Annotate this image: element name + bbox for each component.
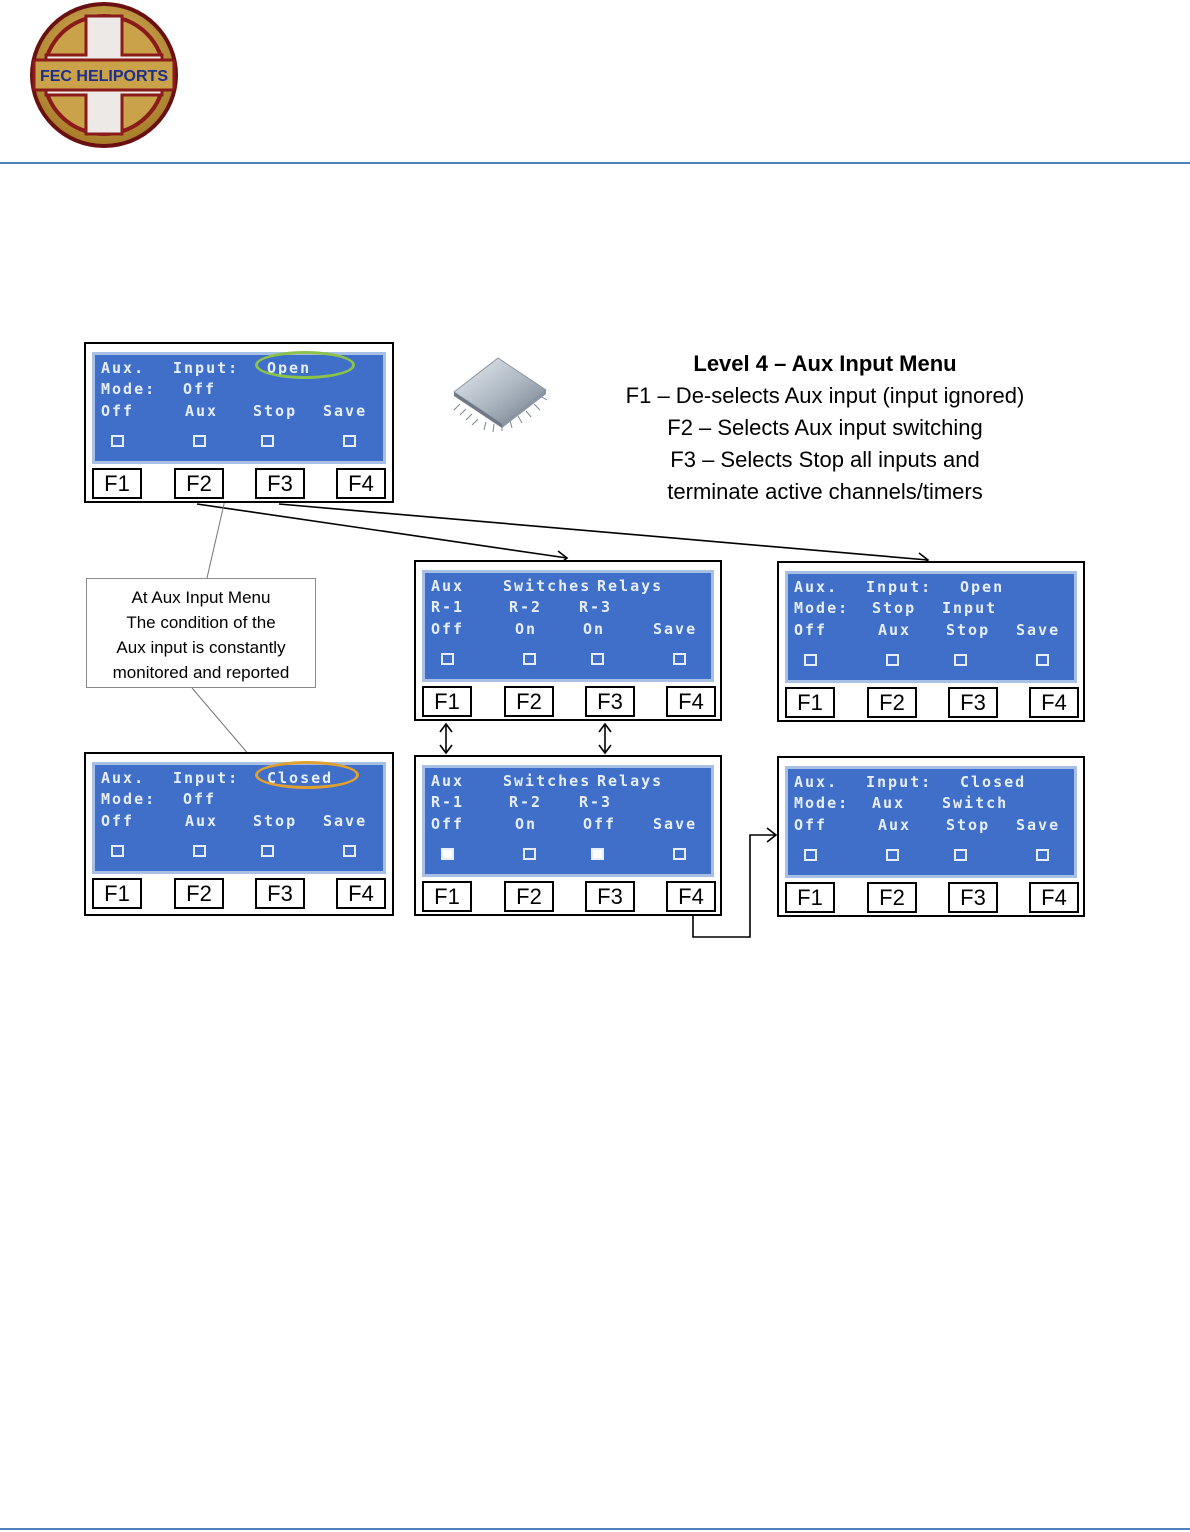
function-key-f1[interactable]: F1	[92, 878, 142, 909]
lcd-text: On	[515, 815, 538, 833]
function-key-f4[interactable]: F4	[336, 878, 386, 909]
lcd-text: Save	[653, 620, 698, 638]
function-key-f4[interactable]: F4	[666, 686, 716, 717]
function-key-f3[interactable]: F3	[255, 878, 305, 909]
lcd-text: R-2	[509, 598, 543, 616]
lcd-display	[422, 765, 714, 877]
lcd-text: Aux	[431, 577, 465, 595]
lcd-text: Aux.	[794, 578, 839, 596]
lcd-line3	[794, 621, 1070, 641]
lcd-text: On	[583, 620, 606, 638]
indicator-2	[523, 848, 536, 860]
indicator-1	[804, 654, 817, 666]
lcd-text: Stop	[946, 621, 991, 639]
lcd-text: Input:	[866, 578, 933, 596]
lcd-text: Save	[323, 402, 368, 420]
function-key-f4[interactable]: F4	[1029, 882, 1079, 913]
lcd-line1	[794, 773, 1070, 793]
function-key-f1[interactable]: F1	[785, 687, 835, 718]
lcd-text: Mode:	[101, 790, 157, 808]
indicator-1	[804, 849, 817, 861]
lcd-line3	[101, 402, 379, 422]
indicator-1	[111, 435, 124, 447]
indicator-1	[441, 848, 454, 860]
lcd-text: On	[515, 620, 538, 638]
description-line: F3 – Selects Stop all inputs and	[670, 447, 980, 472]
function-key-f1[interactable]: F1	[422, 881, 472, 912]
lcd-text: Aux.	[101, 359, 146, 377]
lcd-text: Aux.	[101, 769, 146, 787]
function-key-f3[interactable]: F3	[585, 686, 635, 717]
lcd-text: Aux	[185, 402, 219, 420]
status-highlight-ellipse	[255, 351, 355, 379]
lcd-text: Switches	[503, 577, 592, 595]
indicator-1	[441, 653, 454, 665]
lcd-line1	[794, 578, 1070, 598]
function-key-f4[interactable]: F4	[1029, 687, 1079, 718]
lcd-text: Off	[101, 812, 135, 830]
lcd-line3	[431, 815, 707, 835]
lcd-text: Input:	[866, 773, 933, 791]
fec-heliports-logo	[28, 0, 180, 150]
function-key-f2[interactable]: F2	[504, 686, 554, 717]
lcd-text: Save	[1016, 621, 1061, 639]
lcd-text: Off	[794, 816, 828, 834]
lcd-text: Save	[1016, 816, 1061, 834]
lcd-text: Off	[431, 620, 465, 638]
footer-rule	[0, 1528, 1190, 1530]
indicator-3	[954, 654, 967, 666]
indicator-2	[193, 845, 206, 857]
lcd-text: Stop	[253, 402, 298, 420]
lcd-text: R-3	[579, 793, 613, 811]
indicator-2	[886, 849, 899, 861]
lcd-display	[422, 570, 714, 682]
function-key-f2[interactable]: F2	[174, 468, 224, 499]
function-key-f3[interactable]: F3	[585, 881, 635, 912]
indicator-4	[343, 845, 356, 857]
indicator-4	[673, 848, 686, 860]
lcd-text: R-1	[431, 598, 465, 616]
lcd-text: Open	[960, 578, 1005, 596]
microchip-icon	[446, 352, 552, 436]
function-key-f3[interactable]: F3	[948, 882, 998, 913]
indicator-2	[523, 653, 536, 665]
function-key-f1[interactable]: F1	[785, 882, 835, 913]
function-key-f2[interactable]: F2	[174, 878, 224, 909]
lcd-text: Aux	[185, 812, 219, 830]
lcd-line2	[794, 794, 1070, 814]
callout-line: The condition of the	[126, 613, 276, 632]
logo-text: FEC HELIPORTS	[39, 68, 169, 85]
status-highlight-ellipse	[255, 761, 359, 789]
indicator-4	[1036, 654, 1049, 666]
lcd-text: R-3	[579, 598, 613, 616]
function-key-f3[interactable]: F3	[948, 687, 998, 718]
lcd-text: R-1	[431, 793, 465, 811]
lcd-text: Off	[431, 815, 465, 833]
lcd-text: Closed	[960, 773, 1027, 791]
screen-aux-switches-relays-off	[414, 755, 722, 916]
lcd-text: Off	[183, 380, 217, 398]
lcd-line2	[101, 790, 379, 810]
callout-line: At Aux Input Menu	[131, 588, 271, 607]
lcd-display	[785, 571, 1077, 683]
lcd-text: Aux	[431, 772, 465, 790]
lcd-text: Off	[794, 621, 828, 639]
lcd-display	[785, 766, 1077, 878]
lcd-text: Input:	[173, 359, 240, 377]
lcd-display	[92, 352, 386, 464]
lcd-text: R-2	[509, 793, 543, 811]
function-key-f2[interactable]: F2	[504, 881, 554, 912]
lcd-text: Mode:	[101, 380, 157, 398]
function-key-f4[interactable]: F4	[666, 881, 716, 912]
function-key-f1[interactable]: F1	[92, 468, 142, 499]
lcd-display	[92, 762, 386, 874]
indicator-4	[343, 435, 356, 447]
menu-description	[586, 348, 1064, 508]
indicator-1	[111, 845, 124, 857]
lcd-text: Input:	[173, 769, 240, 787]
aux-monitor-callout	[86, 578, 316, 688]
screen-aux-input-open	[84, 342, 394, 503]
lcd-line3	[431, 620, 707, 640]
description-line: F2 – Selects Aux input switching	[667, 415, 983, 440]
lcd-text: Aux	[872, 794, 906, 812]
lcd-text: Off	[183, 790, 217, 808]
lcd-line2	[101, 380, 379, 400]
screen-aux-input-switch	[777, 756, 1085, 917]
lcd-line3	[101, 812, 379, 832]
lcd-text: Stop	[872, 599, 917, 617]
lcd-text: Save	[653, 815, 698, 833]
callout-line: Aux input is constantly	[116, 638, 286, 657]
screen-aux-switches-relays-on	[414, 560, 722, 721]
indicator-3	[954, 849, 967, 861]
indicator-4	[1036, 849, 1049, 861]
lcd-text: Off	[101, 402, 135, 420]
function-key-f4[interactable]: F4	[336, 468, 386, 499]
lcd-line2	[431, 793, 707, 813]
lcd-text: Relays	[597, 577, 664, 595]
lcd-text: Input	[942, 599, 998, 617]
description-line: F1 – De-selects Aux input (input ignored)	[625, 383, 1025, 408]
lcd-text: Aux	[878, 816, 912, 834]
function-key-f3[interactable]: F3	[255, 468, 305, 499]
function-key-f1[interactable]: F1	[422, 686, 472, 717]
lcd-text: Switches	[503, 772, 592, 790]
lcd-text: Closed	[267, 769, 334, 787]
indicator-4	[673, 653, 686, 665]
indicator-3	[591, 653, 604, 665]
description-line: terminate active channels/timers	[667, 479, 983, 504]
screen-aux-input-stop	[777, 561, 1085, 722]
indicator-3	[261, 845, 274, 857]
function-key-f2[interactable]: F2	[867, 882, 917, 913]
indicator-3	[261, 435, 274, 447]
lcd-line2	[431, 598, 707, 618]
lcd-line3	[794, 816, 1070, 836]
callout-line: monitored and reported	[112, 663, 290, 682]
lcd-text: Aux	[878, 621, 912, 639]
lcd-line2	[794, 599, 1070, 619]
indicator-2	[193, 435, 206, 447]
lcd-text: Stop	[253, 812, 298, 830]
lcd-text: Switch	[942, 794, 1009, 812]
lcd-text: Relays	[597, 772, 664, 790]
lcd-text: Mode:	[794, 599, 850, 617]
lcd-text: Off	[583, 815, 617, 833]
function-key-f2[interactable]: F2	[867, 687, 917, 718]
lcd-text: Stop	[946, 816, 991, 834]
lcd-line1	[431, 577, 707, 597]
lcd-text: Mode:	[794, 794, 850, 812]
lcd-text: Save	[323, 812, 368, 830]
screen-aux-input-closed	[84, 752, 394, 916]
lcd-text: Aux.	[794, 773, 839, 791]
indicator-2	[886, 654, 899, 666]
header-rule	[0, 162, 1190, 164]
indicator-3	[591, 848, 604, 860]
lcd-text: Open	[267, 359, 312, 377]
menu-title: Level 4 – Aux Input Menu	[693, 351, 957, 376]
lcd-line1	[431, 772, 707, 792]
